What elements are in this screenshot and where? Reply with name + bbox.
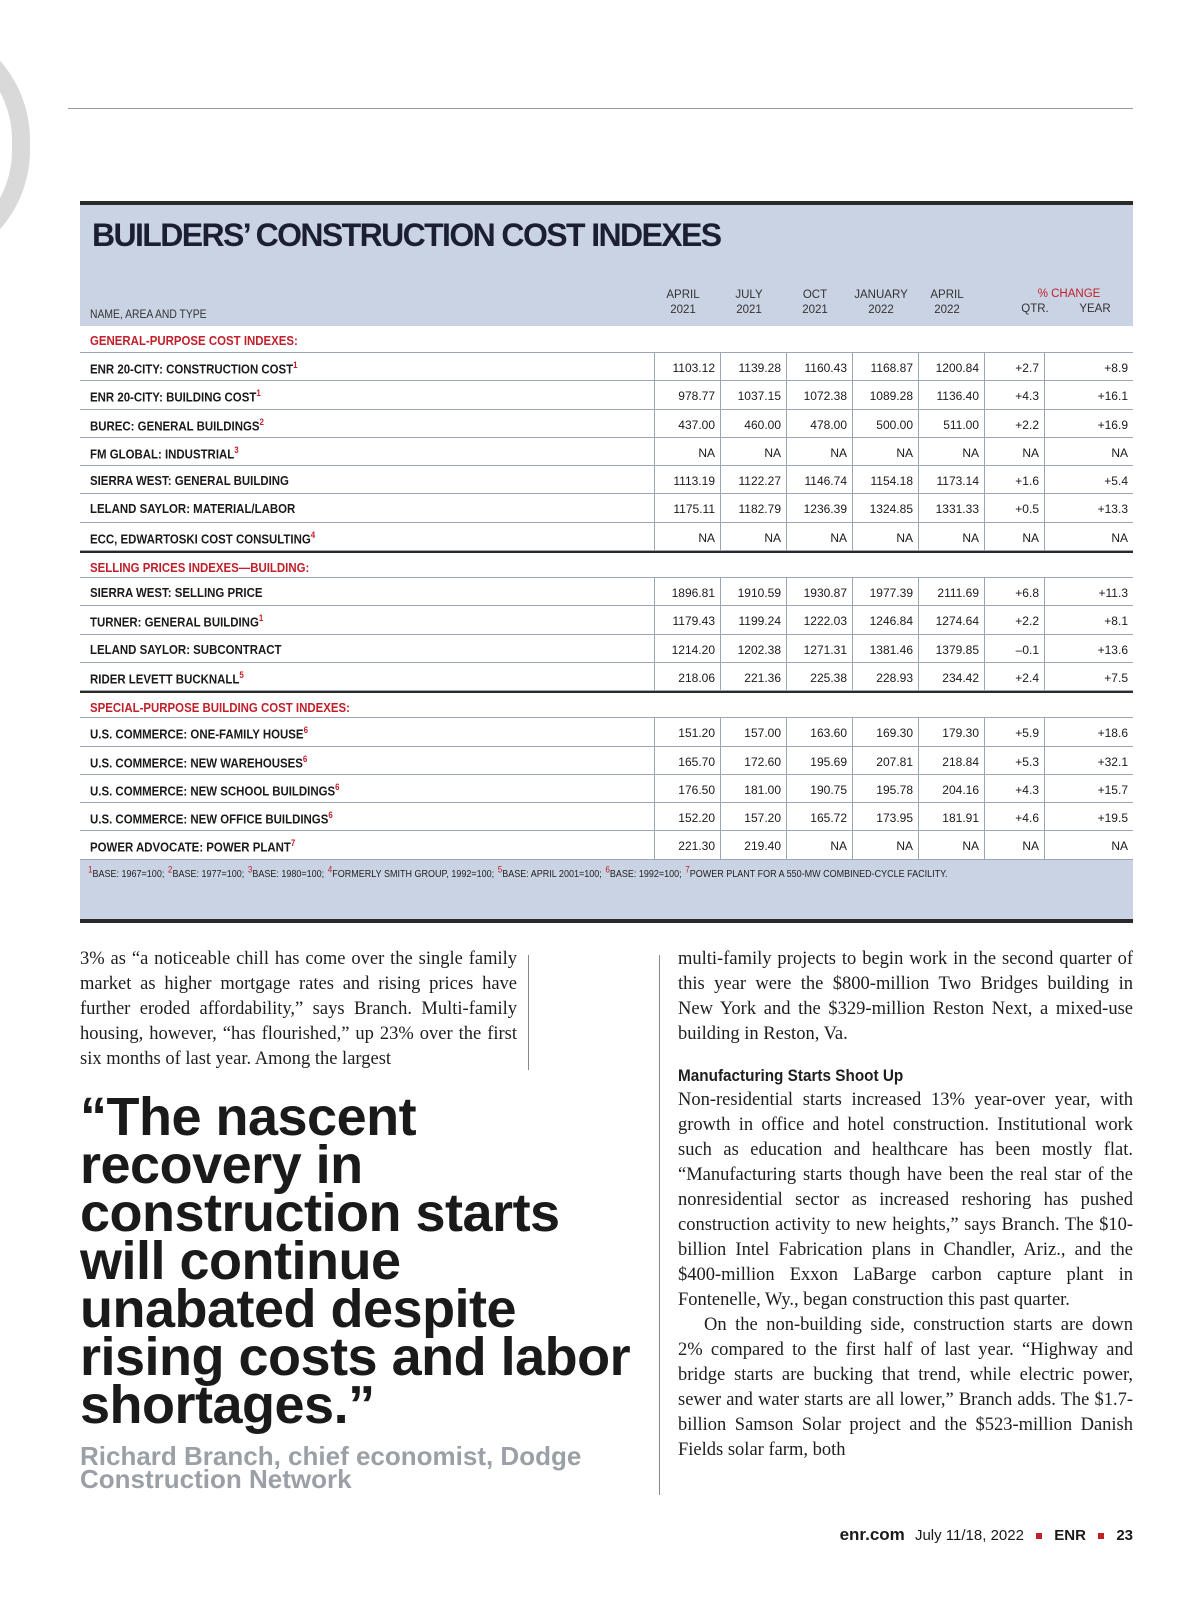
table-cell: NA xyxy=(918,438,984,465)
table-cell: 163.60 xyxy=(786,718,852,745)
table-cell: 1246.84 xyxy=(852,606,918,633)
table-cell: 1072.38 xyxy=(786,381,852,408)
table-cell: +5.3 xyxy=(984,747,1044,774)
column-header-line1: JULY xyxy=(735,289,763,301)
footnote-ref: 1 xyxy=(258,613,264,624)
table-cell: 152.20 xyxy=(654,803,720,830)
table-cell: +7.5 xyxy=(1044,663,1133,690)
table-cell: 179.30 xyxy=(918,718,984,745)
section-title: GENERAL-PURPOSE COST INDEXES: xyxy=(90,333,298,348)
right-paragraph-2: Non-residential starts increased 13% year-over year, with growth in office and hotel construction. Institutional work such as education and healthcare has been mostly flat. “Manufacturing starts though have been the real star of the nonresidential sector as increased reshoring has pushed construction activity to new heights,” says Branch. The $10-billion Intel Fabrication plans in Chandler, Ariz., and the $400-million Exxon LaBarge carbon capture plant in Fontenelle, Wy., began construction this past quarter. xyxy=(678,1090,1133,1310)
quote-attribution: Richard Branch, chief economist, Dodge Construction Network xyxy=(80,1441,582,1494)
table-cell: NA xyxy=(852,438,918,465)
row-name xyxy=(90,725,308,741)
table-cell: +13.3 xyxy=(1044,494,1133,521)
table-cell: 1182.79 xyxy=(720,494,786,521)
table-row xyxy=(80,775,1133,803)
row-name xyxy=(90,585,262,600)
footer-date: July 11/18, 2022 xyxy=(914,1527,1024,1544)
row-name-text: ENR 20-CITY: BUILDING COST xyxy=(90,389,257,405)
table-cell: +0.5 xyxy=(984,494,1044,521)
footnote xyxy=(88,865,165,881)
table-cell: NA xyxy=(654,523,720,550)
row-name xyxy=(90,838,295,854)
table-cell: NA xyxy=(1044,438,1133,465)
table-cell: NA xyxy=(852,831,918,858)
bullet-icon xyxy=(1098,1533,1104,1539)
table-cell: +16.1 xyxy=(1044,381,1133,408)
footnote xyxy=(497,865,602,881)
table-cell: 1910.59 xyxy=(720,578,786,605)
footnote xyxy=(685,865,948,881)
table-cell: 1136.40 xyxy=(918,381,984,408)
table-cell: 978.77 xyxy=(654,381,720,408)
table-cell: 225.38 xyxy=(786,663,852,690)
table-cell: NA xyxy=(984,523,1044,550)
table-cell: +4.6 xyxy=(984,803,1044,830)
column-header-line1: APRIL xyxy=(930,289,964,301)
left-column-paragraph: 3% as “a noticeable chill has come over the single family market as higher mortgage rates and rising prices have further eroded affordability,” says Branch. Multi-family housing, however, “has flourished,” up 23% over the first six months of last year. Among the largest xyxy=(80,949,517,1069)
year-header: YEAR xyxy=(1079,303,1111,315)
table-cell: NA xyxy=(786,438,852,465)
table-cell: 181.91 xyxy=(918,803,984,830)
footnote-number: 5 xyxy=(497,865,503,875)
table-cell: 1037.15 xyxy=(720,381,786,408)
table-cell: 234.42 xyxy=(918,663,984,690)
table-cell: 1324.85 xyxy=(852,494,918,521)
table-cell: 195.69 xyxy=(786,747,852,774)
table-cell: 181.00 xyxy=(720,775,786,802)
row-name-text: LELAND SAYLOR: SUBCONTRACT xyxy=(90,641,282,657)
row-name xyxy=(90,360,298,376)
table-cell: +2.2 xyxy=(984,606,1044,633)
table-cell: 151.20 xyxy=(654,718,720,745)
row-name-text: TURNER: GENERAL BUILDING xyxy=(90,614,259,630)
subhead: Manufacturing Starts Shoot Up xyxy=(678,1066,904,1085)
column-header xyxy=(849,288,913,318)
footnote-ref: 1 xyxy=(256,388,261,399)
table-cell: 1168.87 xyxy=(852,353,918,380)
column-header-line1: JANUARY xyxy=(854,289,908,301)
table-cell: 221.30 xyxy=(654,831,720,858)
table-cell: 1222.03 xyxy=(786,606,852,633)
table-cell: 1199.24 xyxy=(720,606,786,633)
table-cell: 1274.64 xyxy=(918,606,984,633)
table-cell: 2111.69 xyxy=(918,578,984,605)
footnote-text: BASE: 1980=100; xyxy=(252,869,325,881)
table-row xyxy=(80,747,1133,775)
table-cell: 218.06 xyxy=(654,663,720,690)
footnote xyxy=(327,865,495,881)
column-header xyxy=(717,288,781,318)
footnote-number: 3 xyxy=(247,865,253,875)
table-cell: +8.1 xyxy=(1044,606,1133,633)
table-cell: 1381.46 xyxy=(852,635,918,662)
right-paragraph-1: multi-family projects to begin work in the second quarter of this year were the $800-million Two Bridges building in New York and the $329-million Reston Next, a mixed-use building in Reston, Va. xyxy=(678,949,1133,1044)
table-cell: 437.00 xyxy=(654,410,720,437)
footnote-number: 7 xyxy=(685,865,690,875)
table-row xyxy=(80,606,1133,634)
row-name-text: U.S. COMMERCE: NEW OFFICE BUILDINGS xyxy=(90,811,329,827)
column-header-line1: OCT xyxy=(802,289,828,301)
column-header-line1: APRIL xyxy=(666,289,700,301)
table-title: BUILDERS’ CONSTRUCTION COST INDEXES xyxy=(92,217,721,253)
row-name xyxy=(90,810,333,826)
column-header-line2: 2022 xyxy=(868,304,894,316)
footnote-text: BASE: 1977=100; xyxy=(172,869,245,881)
decorative-arc xyxy=(0,20,30,270)
table-row xyxy=(80,494,1133,522)
row-name-text: SIERRA WEST: SELLING PRICE xyxy=(90,585,263,601)
table-row xyxy=(80,523,1133,551)
table-cell: 1202.38 xyxy=(720,635,786,662)
footnote-text: BASE: 1967=100; xyxy=(92,869,165,881)
row-name xyxy=(90,670,244,686)
table-cell: 1236.39 xyxy=(786,494,852,521)
footnote-ref: 7 xyxy=(290,838,296,849)
column-divider xyxy=(659,955,660,1495)
table-cell: NA xyxy=(786,831,852,858)
table-cell: 1977.39 xyxy=(852,578,918,605)
footnote-ref: 5 xyxy=(239,669,244,680)
table-row xyxy=(80,381,1133,409)
table-cell: 228.93 xyxy=(852,663,918,690)
row-name xyxy=(90,754,307,770)
footnote-ref: 3 xyxy=(234,444,239,455)
table-cell: +13.6 xyxy=(1044,635,1133,662)
footnote-ref: 6 xyxy=(303,725,308,736)
row-name-text: SIERRA WEST: GENERAL BUILDING xyxy=(90,473,289,489)
footnote-ref: 2 xyxy=(259,416,264,427)
table-cell: 1146.74 xyxy=(786,466,852,493)
table-cell: NA xyxy=(786,523,852,550)
table-cell: 1154.18 xyxy=(852,466,918,493)
footnote-text: BASE: APRIL 2001=100; xyxy=(502,869,602,881)
table-cell: +19.5 xyxy=(1044,803,1133,830)
right-paragraph-3: On the non-building side, construction starts are down 2% compared to the first half of last year. “Highway and bridge starts are bucking that trend, while electric power, sewer and water starts are all lower,” Branch adds. The $1.7-billion Samson Solar project and the $523-million Danish Fields solar farm, both xyxy=(678,1315,1133,1460)
table-cell: 1160.43 xyxy=(786,353,852,380)
table-cell: 1113.19 xyxy=(654,466,720,493)
footnote xyxy=(247,865,325,881)
row-name-text: RIDER LEVETT BUCKNALL xyxy=(90,671,240,687)
table-row xyxy=(80,831,1133,859)
pull-quote: “The nascent recovery in construction starts will continue unabated despite rising costs and labor shortages.” xyxy=(80,1087,631,1435)
table-cell: +32.1 xyxy=(1044,747,1133,774)
table-body xyxy=(80,326,1133,860)
footnote-ref: 4 xyxy=(310,529,316,540)
row-name-text: BUREC: GENERAL BUILDINGS xyxy=(90,417,260,433)
table-cell: +8.9 xyxy=(1044,353,1133,380)
table-cell: 173.95 xyxy=(852,803,918,830)
column-header-line2: 2021 xyxy=(670,304,696,316)
table-cell: +16.9 xyxy=(1044,410,1133,437)
table-cell: 460.00 xyxy=(720,410,786,437)
table-cell: 1331.33 xyxy=(918,494,984,521)
footnote-ref: 1 xyxy=(293,360,298,370)
footer-site[interactable]: enr.com xyxy=(839,1525,905,1544)
table-cell: 1175.11 xyxy=(654,494,720,521)
row-name-text: POWER ADVOCATE: POWER PLANT xyxy=(90,839,291,855)
footnote xyxy=(167,865,245,881)
table-row xyxy=(80,353,1133,381)
table-cell: 165.72 xyxy=(786,803,852,830)
section-header-row xyxy=(80,326,1133,353)
column-divider xyxy=(528,955,529,1070)
section-header-row xyxy=(80,551,1133,578)
table-cell: +6.8 xyxy=(984,578,1044,605)
column-header-line2: 2022 xyxy=(934,304,960,316)
table-row xyxy=(80,803,1133,831)
row-name xyxy=(90,530,315,546)
row-name xyxy=(90,417,264,433)
table-cell: +4.3 xyxy=(984,381,1044,408)
table-cell: NA xyxy=(918,523,984,550)
table-cell: 1179.43 xyxy=(654,606,720,633)
row-name-text: U.S. COMMERCE: NEW SCHOOL BUILDINGS xyxy=(90,783,336,799)
row-name-text: U.S. COMMERCE: ONE-FAMILY HOUSE xyxy=(90,726,304,742)
table-cell: NA xyxy=(984,831,1044,858)
top-rule xyxy=(68,108,1133,109)
table-row xyxy=(80,718,1133,746)
footer-brand: ENR xyxy=(1054,1527,1086,1544)
right-column xyxy=(678,947,1133,1463)
table-row xyxy=(80,578,1133,606)
row-name xyxy=(90,388,261,404)
table-cell: 190.75 xyxy=(786,775,852,802)
table-footnotes xyxy=(88,865,951,880)
footnote-number: 1 xyxy=(88,865,93,875)
table-cell: –0.1 xyxy=(984,635,1044,662)
table-cell: 157.20 xyxy=(720,803,786,830)
footnote-number: 4 xyxy=(327,865,333,875)
table-cell: +4.3 xyxy=(984,775,1044,802)
table-cell: 218.84 xyxy=(918,747,984,774)
table-cell: 1930.87 xyxy=(786,578,852,605)
table-cell: 219.40 xyxy=(720,831,786,858)
table-cell: NA xyxy=(720,438,786,465)
table-cell: NA xyxy=(918,831,984,858)
table-cell: NA xyxy=(1044,523,1133,550)
row-name xyxy=(90,642,282,657)
bullet-icon xyxy=(1036,1533,1042,1539)
table-cell: 1173.14 xyxy=(918,466,984,493)
table-cell: 511.00 xyxy=(918,410,984,437)
row-name xyxy=(90,782,340,798)
table-cell: 176.50 xyxy=(654,775,720,802)
row-name-text: U.S. COMMERCE: NEW WAREHOUSES xyxy=(90,754,303,770)
table-row xyxy=(80,635,1133,663)
table-row xyxy=(80,438,1133,466)
qtr-header: QTR. xyxy=(1021,303,1049,315)
page-number: 23 xyxy=(1116,1527,1133,1544)
table-row xyxy=(80,466,1133,494)
footnote-text: BASE: 1992=100; xyxy=(609,869,682,881)
table-cell: 1896.81 xyxy=(654,578,720,605)
row-name xyxy=(90,613,263,629)
row-name xyxy=(90,445,239,461)
cost-index-table xyxy=(80,201,1133,923)
table-cell: 165.70 xyxy=(654,747,720,774)
percent-change-header: % CHANGE xyxy=(1037,288,1101,300)
column-header xyxy=(651,288,715,318)
table-cell: 1214.20 xyxy=(654,635,720,662)
footnote-text: POWER PLANT FOR A 550-MW COMBINED-CYCLE FACILITY. xyxy=(689,869,948,881)
table-cell: 1200.84 xyxy=(918,353,984,380)
footnote-number: 2 xyxy=(167,865,173,875)
row-name xyxy=(90,473,289,488)
footnote-ref: 6 xyxy=(328,810,333,821)
table-cell: 195.78 xyxy=(852,775,918,802)
table-cell: +2.4 xyxy=(984,663,1044,690)
page-footer xyxy=(840,1525,1133,1545)
table-cell: 204.16 xyxy=(918,775,984,802)
table-cell: 478.00 xyxy=(786,410,852,437)
table-cell: 1089.28 xyxy=(852,381,918,408)
column-header xyxy=(915,288,979,318)
table-cell: NA xyxy=(852,523,918,550)
table-cell: 1122.27 xyxy=(720,466,786,493)
table-cell: +5.4 xyxy=(1044,466,1133,493)
table-row xyxy=(80,410,1133,438)
table-cell: +18.6 xyxy=(1044,718,1133,745)
section-header-row xyxy=(80,691,1133,718)
table-cell: NA xyxy=(654,438,720,465)
row-name xyxy=(90,501,295,516)
column-header-line2: 2021 xyxy=(802,304,828,316)
column-header xyxy=(783,288,847,318)
table-cell: 172.60 xyxy=(720,747,786,774)
row-name-text: ENR 20-CITY: CONSTRUCTION COST xyxy=(90,361,294,377)
table-cell: +2.2 xyxy=(984,410,1044,437)
table-cell: 1271.31 xyxy=(786,635,852,662)
table-cell: +5.9 xyxy=(984,718,1044,745)
table-cell: +2.7 xyxy=(984,353,1044,380)
table-cell: 1103.12 xyxy=(654,353,720,380)
row-name-text: LELAND SAYLOR: MATERIAL/LABOR xyxy=(90,501,296,517)
table-cell: 500.00 xyxy=(852,410,918,437)
name-column-header: NAME, AREA AND TYPE xyxy=(90,309,207,321)
section-title: SELLING PRICES INDEXES—BUILDING: xyxy=(90,560,310,576)
table-cell: NA xyxy=(720,523,786,550)
row-name-text: ECC, EDWARTOSKI COST CONSULTING xyxy=(90,531,311,547)
table-cell: 221.36 xyxy=(720,663,786,690)
table-cell: NA xyxy=(1044,831,1133,858)
table-cell: +15.7 xyxy=(1044,775,1133,802)
table-cell: 157.00 xyxy=(720,718,786,745)
footnote xyxy=(605,865,682,881)
table-cell: 1139.28 xyxy=(720,353,786,380)
table-cell: 207.81 xyxy=(852,747,918,774)
footnote-ref: 6 xyxy=(302,753,308,764)
column-header-line2: 2021 xyxy=(736,304,762,316)
footnote-number: 6 xyxy=(605,865,610,875)
table-cell: 169.30 xyxy=(852,718,918,745)
footnote-text: FORMERLY SMITH GROUP, 1992=100; xyxy=(332,869,495,881)
table-cell: +1.6 xyxy=(984,466,1044,493)
table-cell: 1379.85 xyxy=(918,635,984,662)
row-name-text: FM GLOBAL: INDUSTRIAL xyxy=(90,446,235,462)
table-cell: +11.3 xyxy=(1044,578,1133,605)
table-row xyxy=(80,663,1133,691)
footnote-ref: 6 xyxy=(335,781,340,792)
section-title: SPECIAL-PURPOSE BUILDING COST INDEXES: xyxy=(90,700,350,716)
table-cell: NA xyxy=(984,438,1044,465)
